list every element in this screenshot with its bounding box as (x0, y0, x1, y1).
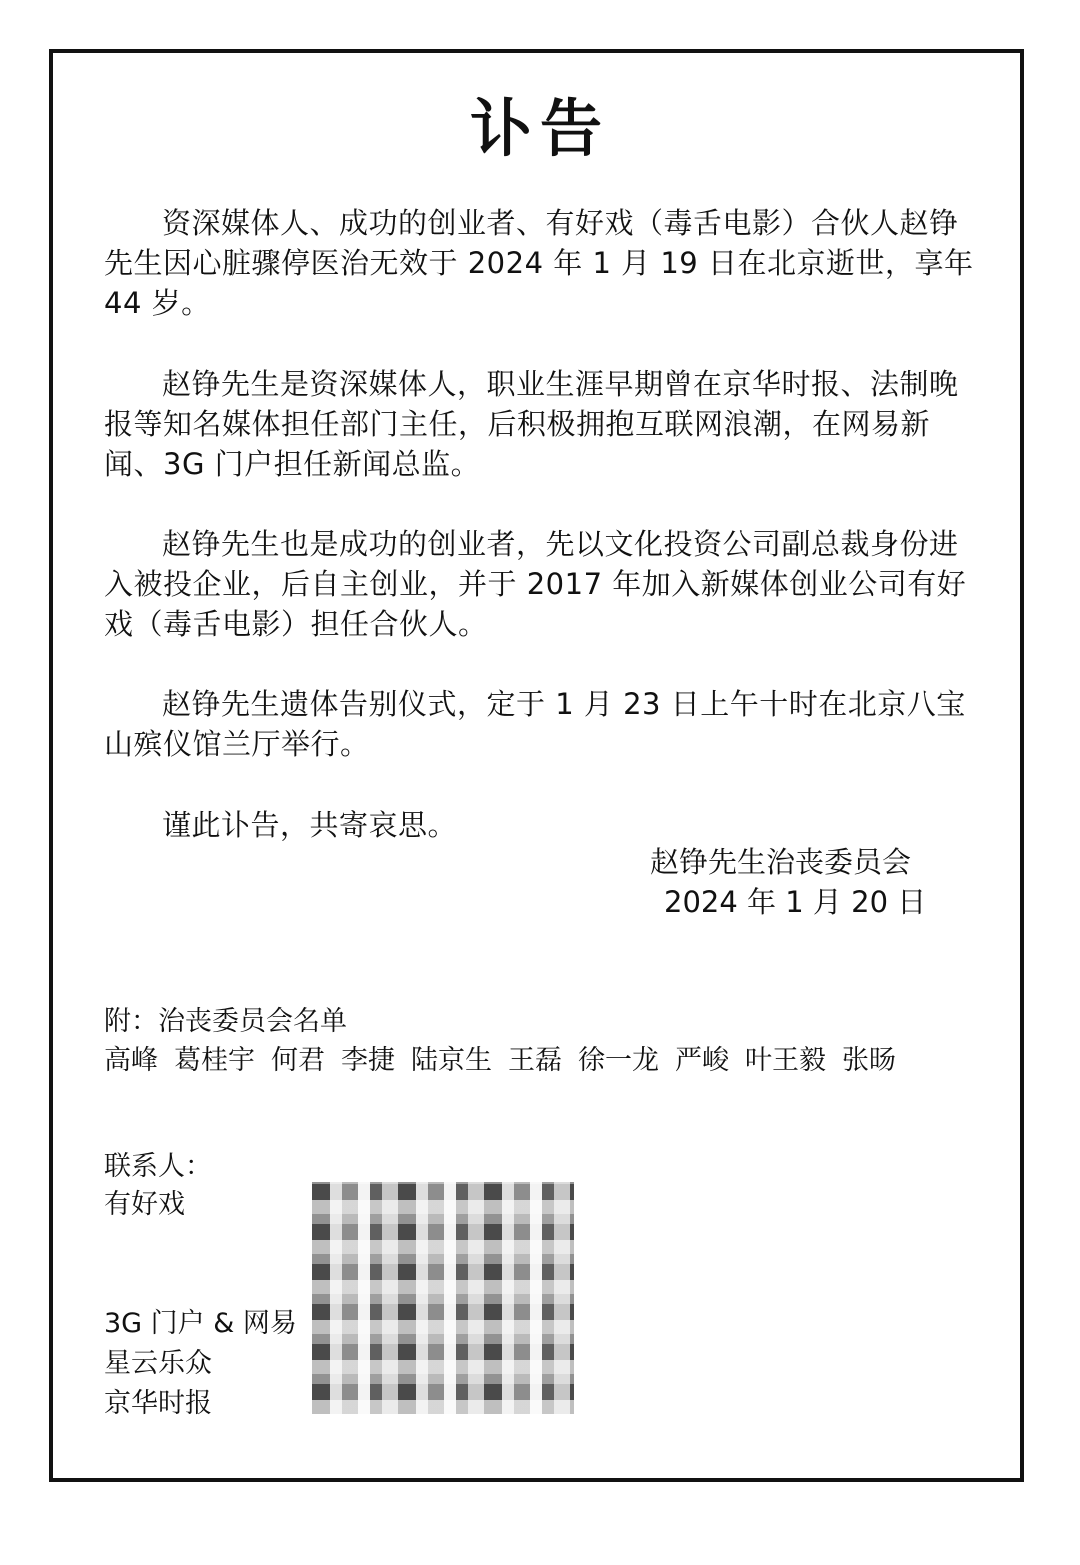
paragraph-career: 赵铮先生是资深媒体人，职业生涯早期曾在京华时报、法制晚报等知名媒体担任部门主任，后积极拥抱互联网浪潮，在网易新闻、3G 门户担任新闻总监。 (104, 367, 959, 481)
member-name: 陆京生 (411, 1045, 492, 1076)
paragraph-entrepreneur: 赵铮先生也是成功的创业者，先以文化投资公司副总裁身份进入被投企业，后自主创业，并于 2017 年加入新媒体创业公司有好戏（毒舌电影）担任合伙人。 (104, 527, 967, 641)
member-name: 张旸 (842, 1045, 896, 1076)
signature-date: 2024 年 1 月 20 日 (664, 885, 927, 919)
contact-row-label: 3G 门户 & 网易 (104, 1308, 297, 1339)
member-name: 何君 (271, 1045, 325, 1076)
contact-row-label: 有好戏 (104, 1189, 185, 1220)
contact-row-label: 星云乐众 (104, 1348, 212, 1379)
member-name: 葛桂宇 (174, 1045, 255, 1076)
paragraph-intro: 资深媒体人、成功的创业者、有好戏（毒舌电影）合伙人赵铮先生因心脏骤停医治无效于 2024 年 1 月 19 日在北京逝世，享年 44 岁。 (104, 206, 974, 320)
paragraph-ceremony: 赵铮先生遗体告别仪式，定于 1 月 23 日上午十时在北京八宝山殡仪馆兰厅举行。 (104, 687, 966, 761)
contacts-label: 联系人： (104, 1151, 212, 1182)
redacted-contact-info (312, 1182, 574, 1414)
committee-member-list (104, 1043, 896, 1079)
member-name: 叶王毅 (745, 1045, 826, 1076)
signature-committee: 赵铮先生治丧委员会 (650, 845, 912, 879)
member-name: 徐一龙 (578, 1045, 659, 1076)
page-title: 讣告 (469, 92, 610, 165)
member-name: 严峻 (675, 1045, 729, 1076)
paragraph-closing: 谨此讣告，共寄哀思。 (162, 808, 458, 842)
member-name: 高峰 (104, 1045, 158, 1076)
member-name: 王磊 (508, 1045, 562, 1076)
contact-row-label: 京华时报 (104, 1388, 212, 1419)
member-name: 李捷 (341, 1045, 395, 1076)
attachment-label: 附：治丧委员会名单 (104, 1006, 347, 1037)
